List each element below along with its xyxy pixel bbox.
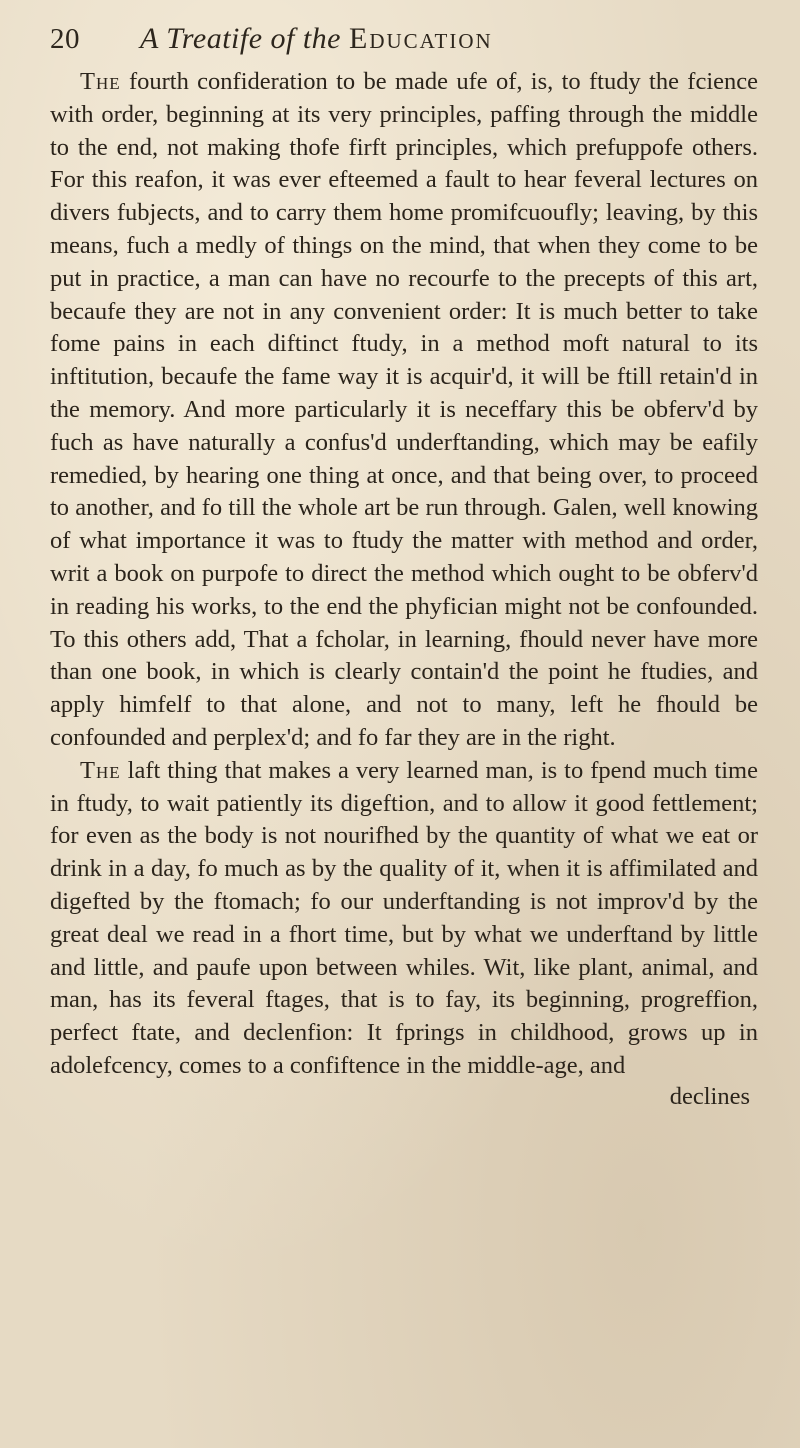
body-text bbox=[50, 66, 758, 1083]
paragraph-1-lead: The bbox=[80, 68, 121, 95]
catchword: declines bbox=[669, 1082, 750, 1110]
running-title-prefix: A Treatife of the bbox=[140, 22, 341, 55]
paragraph-2-text: laft thing that makes a very learned man, is to fpend much time in ftudy, to wait patiently its digeftion, and to allow it good fettlement; for even as the body is not nourifhed by the quantity of what we eat or drink in a day, fo much as by the quality of it, when it is affimilated and digefted by the ftomach; fo our underftanding is not improv'd by the great deal we read in a fhort time, but by what we underftand by little and little, and paufe upon between whiles. Wit, like plant, animal, and man, has its feveral ftages, that is to fay, its beginning, progreffion, perfect ftate, and declenfion: It fprings in childhood, grows up in adolefcency, comes to a confiftence in the middle-age, and bbox=[50, 756, 758, 1079]
paragraph-1 bbox=[50, 66, 758, 755]
running-title bbox=[140, 22, 493, 56]
paragraph-1-text: fourth confideration to be made ufe of, is, to ftudy the fcience with order, beginning at its very principles, paffing through the middle to the end, not making thofe firft principles, which prefuppofe others. For this reafon, it was ever efteemed a fault to hear feveral lectures on divers fubjects, and to carry them home promifcuoufly; leaving, by this means, fuch a medly of things on the mind, that when they come to be put in practice, a man can have no recourfe to the precepts of this art, becaufe they are not in any convenient order: It is much better to take fome pains in each diftinct ftudy, in a method moft natural to its inftitution, becaufe the fame way it is acquir'd, it will be ftill retain'd in the memory. And more particularly it is neceffary this be obferv'd by fuch as have naturally a confus'd underftanding, which may be eafily remedied, by hearing one thing at once, and that being over, to proceed to another, and fo till the whole art be run through. Galen, well knowing of what importance it was to ftudy the matter with method and order, writ a book on purpofe to direct the method which ought to be obferv'd in reading his works, to the end the phyfician might not be confounded. To this others add, That a fcholar, in learning, fhould never have more than one book, in which is clearly contain'd the point he ftudies, and apply himfelf to that alone, and not to many, left he fhould be confounded and perplex'd; and fo far they are in the right. bbox=[50, 68, 758, 751]
paragraph-2-lead: The bbox=[80, 756, 121, 784]
paragraph-2 bbox=[50, 755, 758, 1083]
running-title-caps: Education bbox=[349, 22, 493, 55]
running-header bbox=[50, 22, 758, 66]
page-number: 20 bbox=[50, 23, 80, 55]
